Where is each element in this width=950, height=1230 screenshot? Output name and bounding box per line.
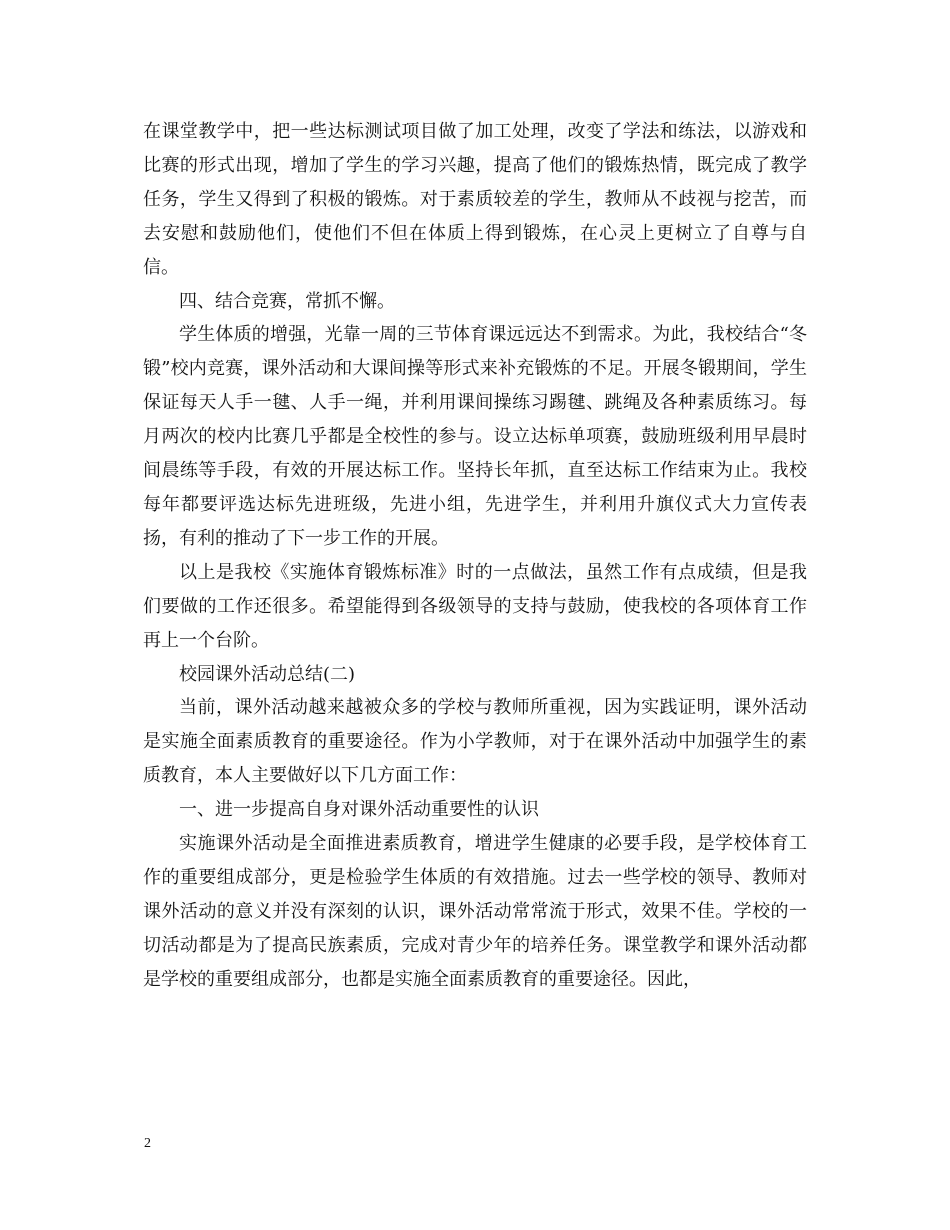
section-title: 校园课外活动总结(二) <box>179 663 356 685</box>
paragraph: 以上是我校《实施体育锻炼标准》时的一点做法，虽然工作有点成绩，但是我们要做的工作还很多。希望能得到各级领导的支持与鼓励，使我校的各项体育工作再上一个台阶。 <box>143 561 807 651</box>
document-body <box>143 115 807 997</box>
paragraph: 当前，课外活动越来越被众多的学校与教师所重视，因为实践证明，课外活动是实施全面素质教育的重要途径。作为小学教师，对于在课外活动中加强学生的素质教育，本人主要做好以下几方面工作： <box>143 697 807 787</box>
paragraph: 实施课外活动是全面推进素质教育，增进学生健康的必要手段，是学校体育工作的重要组成部分，更是检验学生体质的有效措施。过去一些学校的领导、教师对课外活动的意义并没有深刻的认识，课外活动常常流于形式，效果不佳。学校的一切活动都是为了提高民族素质，完成对青少年的培养任务。课堂教学和课外活动都是学校的重要组成部分，也都是实施全面素质教育的重要途径。因此， <box>143 833 807 990</box>
paragraph: 在课堂教学中，把一些达标测试项目做了加工处理，改变了学法和练法，以游戏和比赛的形式出现，增加了学生的学习兴趣，提高了他们的锻炼热情，既完成了教学任务，学生又得到了积极的锻炼。对于素质较差的学生，教师从不歧视与挖苦，而去安慰和鼓励他们，使他们不但在体质上得到锻炼，在心灵上更树立了自尊与自信。 <box>143 121 807 278</box>
section-heading: 四、结合竞赛，常抓不懈。 <box>179 290 395 312</box>
section-heading: 一、进一步提高自身对课外活动重要性的认识 <box>179 799 539 821</box>
paragraph: 学生体质的增强，光靠一周的三节体育课远远达不到需求。为此，我校结合“冬锻”校内竞赛，课外活动和大课间操等形式来补充锻炼的不足。开展冬锻期间，学生保证每天人手一毽、人手一绳，并利用课间操练习踢毽、跳绳及各种素质练习。每月两次的校内比赛几乎都是全校性的参与。设立达标单项赛，鼓励班级利用早晨时间晨练等手段，有效的开展达标工作。坚持长年抓，直至达标工作结束为止。我校每年都要评选达标先进班级，先进小组，先进学生，并利用升旗仪式大力宣传表扬，有利的推动了下一步工作的开展。 <box>143 324 807 549</box>
page-number: 2 <box>144 1136 151 1151</box>
